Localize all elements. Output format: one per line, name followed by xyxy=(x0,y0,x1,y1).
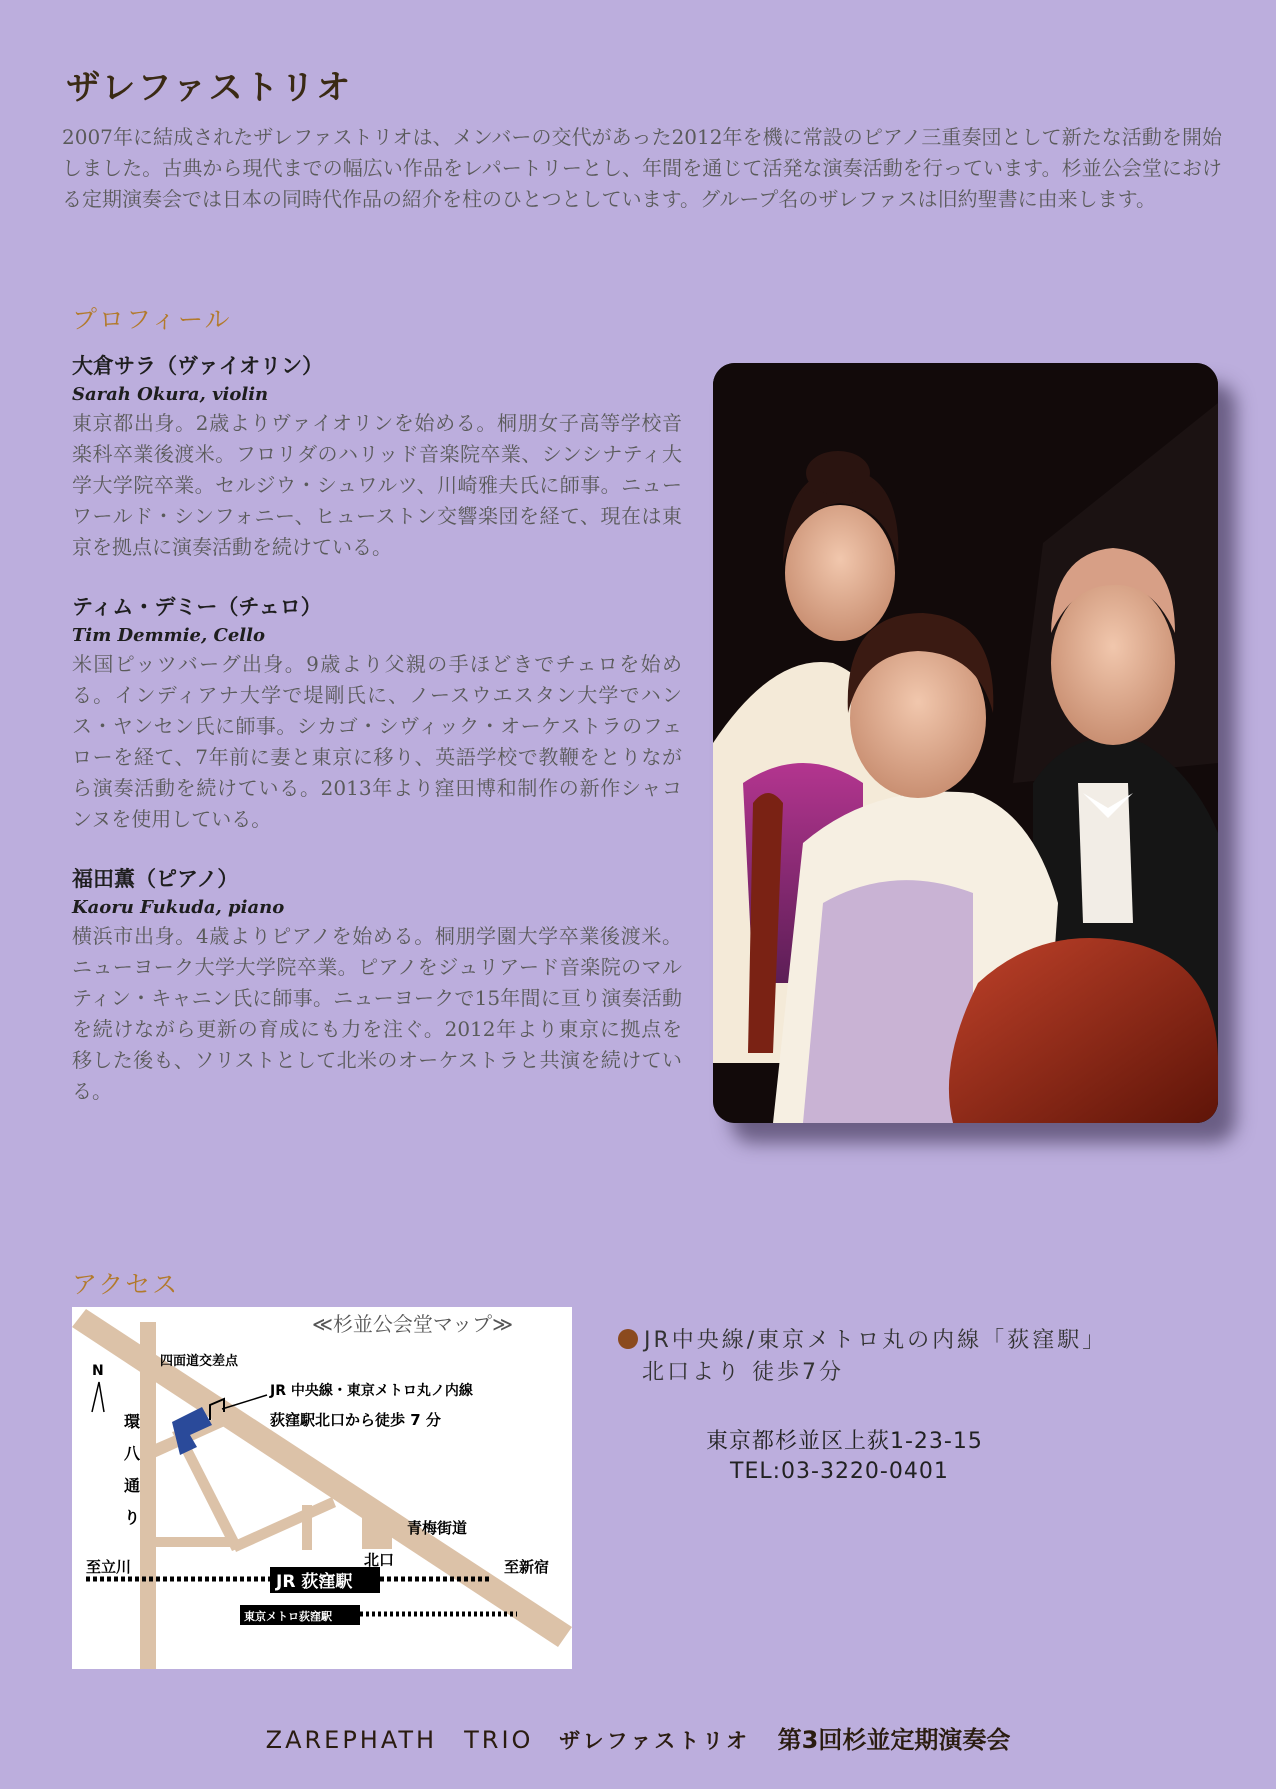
member-name-en: Sarah Okura, violin xyxy=(72,384,269,405)
access-route-line2: 北口より 徒歩7分 xyxy=(642,1360,844,1385)
access-address: 東京都杉並区上荻1-23-15 xyxy=(706,1429,983,1454)
map-ome-label: 青梅街道 xyxy=(407,1519,468,1537)
map-title: ≪杉並公会堂マップ≫ xyxy=(312,1312,514,1336)
map-road-label-3: 通 xyxy=(124,1476,141,1495)
profile-heading: プロフィール xyxy=(72,305,232,334)
map-shinjuku-label: 至新宿 xyxy=(504,1558,550,1576)
member-name-en: Tim Demmie, Cello xyxy=(72,625,265,646)
intro-paragraph: 2007年に結成されたザレファストリオは、メンバーの交代があった2012年を機に常設のピアノ三重奏団として新たな活動を開始しました。古典から現代までの幅広い作品をレパートリーとし、年間を通じて活発な演奏活動を行っています。杉並公会堂における定期演奏会では日本の同時代作品の紹介を柱のひとつとしています。グループ名のザレファスは旧約聖書に由来します。 xyxy=(62,125,1222,211)
access-info xyxy=(618,1325,1218,1487)
access-route-line1: JR中央線/東京メトロ丸の内線「荻窪駅」 xyxy=(644,1328,1108,1353)
member-violin xyxy=(72,350,682,563)
map-intersection-label: 四面道交差点 xyxy=(160,1354,239,1369)
map-road-label-2: 八 xyxy=(124,1444,141,1463)
map-road-label-4: り xyxy=(124,1508,141,1527)
access-tel: TEL:03-3220-0401 xyxy=(730,1459,949,1484)
access-map xyxy=(72,1307,572,1669)
map-exit-label: 北口 xyxy=(364,1551,395,1569)
access-route xyxy=(618,1325,1218,1357)
map-route-line1: JR 中央線・東京メトロ丸ノ内線 xyxy=(270,1383,473,1399)
member-name: ティム・デミー（チェロ） xyxy=(72,594,322,619)
map-road-kanpachi xyxy=(140,1322,156,1669)
page-title: ザレファストリオ xyxy=(66,68,353,108)
member-bio: 横浜市出身。4歳よりピアノを始める。桐朋学園大学卒業後渡米。ニューヨーク大学大学院卒業。ピアノをジュリアード音楽院のマルティン・キャニン氏に師事。ニューヨークで15年間に亘り演奏活動を続けながら更新の育成にも力を注ぐ。2012年より東京に拠点を移した後も、ソリストとして北米のオーケストラと共演を続けている。 xyxy=(72,924,682,1103)
member-bio: 米国ピッツバーグ出身。9歳より父親の手ほどきでチェロを始める。インディアナ大学で堤剛氏に、ノースウエスタン大学でハンス・ヤンセン氏に師事。シカゴ・シヴィック・オーケストラのフェローを経て、7年前に妻と東京に移り、英語学校で教鞭をとりながら演奏活動を続けている。2013年より窪田博和制作の新作シャコンヌを使用している。 xyxy=(72,652,682,831)
map-metro-station-label: 東京メトロ荻窪駅 xyxy=(244,1610,332,1623)
member-name-en: Kaoru Fukuda, piano xyxy=(72,897,285,918)
footer xyxy=(0,1720,1276,1755)
map-jr-station-label: JR 荻窪駅 xyxy=(276,1572,353,1592)
footer-jp-name: ザレファストリオ xyxy=(559,1728,751,1753)
member-name: 大倉サラ（ヴァイオリン） xyxy=(72,353,324,378)
access-heading: アクセス xyxy=(72,1270,180,1299)
map-road-label-1: 環 xyxy=(124,1412,141,1431)
member-cello xyxy=(72,591,682,835)
footer-event: 第3回杉並定期演奏会 xyxy=(777,1726,1011,1754)
bullet-icon xyxy=(618,1329,638,1349)
profile-list xyxy=(72,350,682,1135)
member-name: 福田薫（ピアノ） xyxy=(72,866,239,891)
member-bio: 東京都出身。2歳よりヴァイオリンを始める。桐朋女子高等学校音楽科卒業後渡米。フロリダのハリッド音楽院卒業、シンシナティ大学大学院卒業。セルジウ・シュワルツ、川崎雅夫氏に師事。ニューワールド・シンフォニー、ヒューストン交響楽団を経て、現在は東京を拠点に演奏活動を続けている。 xyxy=(72,411,682,559)
footer-en-name: ZAREPHATH TRIO xyxy=(265,1726,534,1754)
map-route-line2: 荻窪駅北口から徒歩 7 分 xyxy=(270,1411,441,1429)
map-tachikawa-label: 至立川 xyxy=(86,1558,132,1576)
member-piano xyxy=(72,863,682,1107)
trio-photo xyxy=(713,363,1218,1123)
map-compass-label: N xyxy=(92,1363,104,1379)
compass-arrow-icon xyxy=(92,1382,104,1412)
